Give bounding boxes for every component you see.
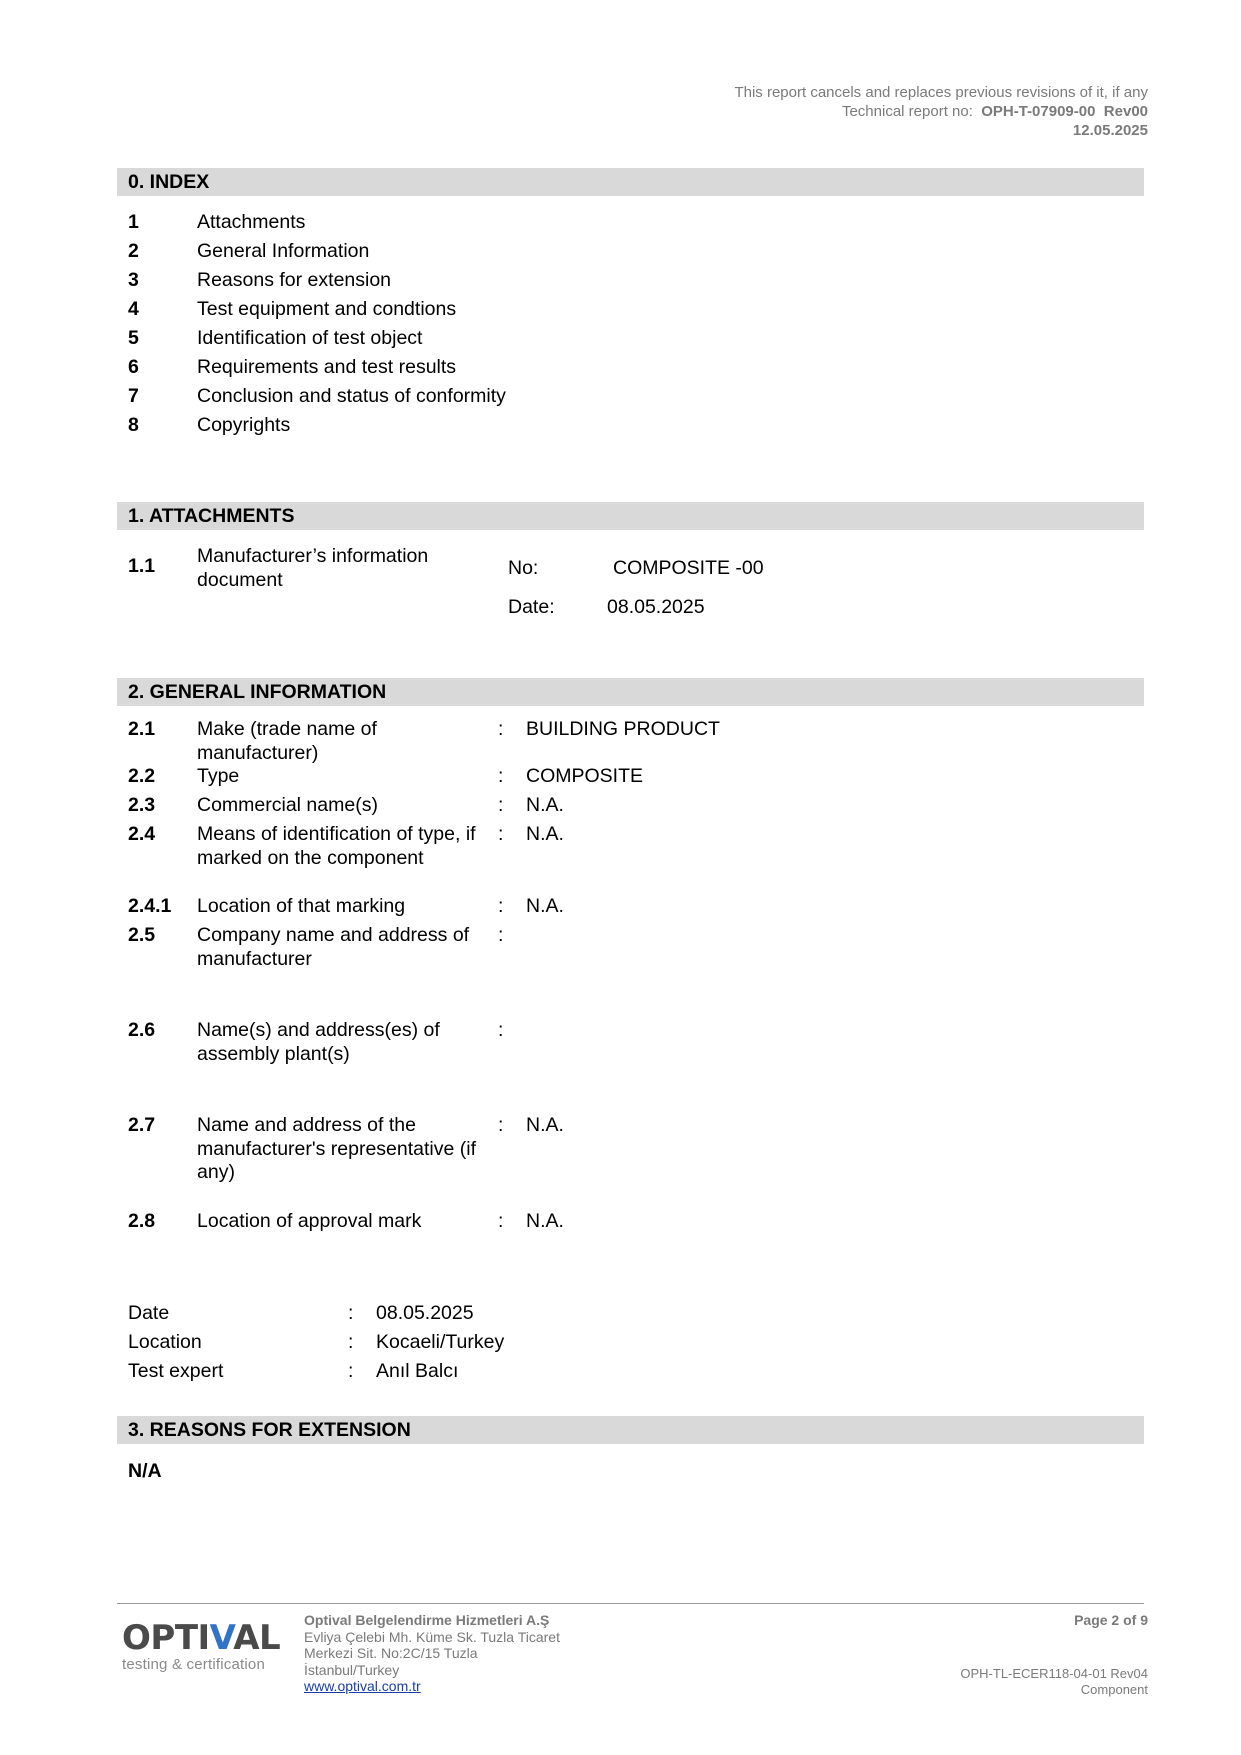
- signature-value: Kocaeli/Turkey: [376, 1331, 505, 1353]
- general-info-label: Location of that marking: [197, 895, 406, 917]
- general-info-colon: :: [498, 765, 504, 787]
- general-info-colon: :: [498, 924, 504, 946]
- signature-label: Date: [128, 1302, 170, 1324]
- index-item-number: 4: [128, 298, 139, 320]
- index-item-label: Requirements and test results: [197, 356, 457, 378]
- signature-colon: :: [348, 1331, 354, 1353]
- general-info-label: Company name and address of manufacturer: [197, 924, 470, 970]
- index-item-label: Test equipment and condtions: [197, 298, 457, 320]
- general-info-colon: :: [498, 1019, 504, 1041]
- index-item-number: 1: [128, 211, 139, 233]
- general-info-number: 2.6: [128, 1019, 156, 1041]
- footer-divider: [117, 1603, 1144, 1604]
- index-item-label: Conclusion and status of conformity: [197, 385, 506, 407]
- logo-tagline: testing & certification: [122, 1656, 265, 1673]
- signature-label: Test expert: [128, 1360, 224, 1382]
- attachments-section-title: 1. ATTACHMENTS: [117, 502, 1144, 530]
- index-item-number: 8: [128, 414, 139, 436]
- general-info-number: 2.7: [128, 1114, 156, 1136]
- general-info-number: 2.5: [128, 924, 156, 946]
- general-info-number: 2.8: [128, 1210, 156, 1232]
- general-info-label: Name(s) and address(es) of assembly plant(s): [197, 1019, 440, 1065]
- index-item-label: Copyrights: [197, 414, 291, 436]
- reasons-value: N/A: [128, 1460, 162, 1482]
- general-info-colon: :: [498, 823, 504, 845]
- index-item-label: Attachments: [197, 211, 306, 233]
- general-info-label: Name and address of the manufacturer's representative (if any): [197, 1114, 477, 1183]
- logo-wordmark: OPTIVAL: [122, 1618, 281, 1658]
- optival-logo: [122, 1618, 281, 1673]
- footer-doc-type: Component: [1080, 1682, 1148, 1697]
- signature-value: Anıl Balcı: [376, 1360, 459, 1382]
- signature-value: 08.05.2025: [376, 1302, 474, 1324]
- index-item-number: 2: [128, 240, 139, 262]
- signature-colon: :: [348, 1360, 354, 1382]
- attachment-no-value: COMPOSITE -00: [613, 557, 764, 579]
- general-info-value: BUILDING PRODUCT: [526, 718, 720, 740]
- general-info-value: COMPOSITE: [526, 765, 644, 787]
- report-date: 12.05.2025: [1072, 122, 1148, 139]
- report-revision: Rev00: [1103, 103, 1148, 120]
- footer-doc-code: OPH-TL-ECER118-04-01 Rev04: [960, 1666, 1148, 1681]
- footer-address-line: İstanbul/Turkey: [304, 1661, 400, 1678]
- report-number-line: [842, 102, 1148, 121]
- general-info-number: 2.4: [128, 823, 156, 845]
- general-info-value: N.A.: [526, 823, 564, 845]
- footer-address-line: Evliya Çelebi Mh. Küme Sk. Tuzla Ticaret: [304, 1628, 560, 1645]
- signature-colon: :: [348, 1302, 354, 1324]
- general-info-label: Means of identification of type, if marked on the component: [197, 823, 476, 869]
- index-item-number: 7: [128, 385, 139, 407]
- revision-note: This report cancels and replaces previous revisions of it, if any: [734, 84, 1148, 101]
- general-section-title: 2. GENERAL INFORMATION: [117, 678, 1144, 706]
- general-info-value: N.A.: [526, 1114, 564, 1136]
- reasons-section-title: 3. REASONS FOR EXTENSION: [117, 1416, 1144, 1444]
- general-info-colon: :: [498, 1210, 504, 1232]
- attachment-date-value: 08.05.2025: [607, 596, 705, 618]
- general-info-number: 2.2: [128, 765, 156, 787]
- general-info-number: 2.1: [128, 718, 156, 740]
- general-info-label: Type: [197, 765, 240, 787]
- general-info-number: 2.3: [128, 794, 156, 816]
- footer-doc-info: [960, 1666, 1148, 1698]
- attachment-no-label: No:: [508, 557, 539, 579]
- index-item-label: Reasons for extension: [197, 269, 392, 291]
- attachment-label: Manufacturer’s information document: [197, 545, 429, 591]
- index-item-number: 5: [128, 327, 139, 349]
- report-number-label: Technical report no:: [841, 103, 973, 120]
- general-info-label: Location of approval mark: [197, 1210, 422, 1232]
- general-info-colon: :: [498, 718, 504, 740]
- general-info-value: N.A.: [526, 895, 564, 917]
- attachment-date-label: Date:: [508, 596, 555, 618]
- general-info-label: Commercial name(s): [197, 794, 378, 816]
- index-item-number: 6: [128, 356, 139, 378]
- general-info-number: 2.4.1: [128, 895, 172, 917]
- general-info-colon: :: [498, 794, 504, 816]
- footer-address-line: Merkezi Sit. No:2C/15 Tuzla: [304, 1645, 478, 1661]
- attachment-number: 1.1: [128, 555, 156, 577]
- general-info-colon: :: [498, 895, 504, 917]
- general-info-colon: :: [498, 1114, 504, 1136]
- general-info-value: N.A.: [526, 1210, 564, 1232]
- page-number: Page 2 of 9: [1074, 1612, 1148, 1628]
- general-info-label: Make (trade name of manufacturer): [197, 718, 377, 764]
- index-item-label: Identification of test object: [197, 327, 423, 349]
- footer-company-name: Optival Belgelendirme Hizmetleri A.Ş: [304, 1612, 550, 1628]
- index-item-label: General Information: [197, 240, 370, 262]
- footer-website-link[interactable]: www.optival.com.tr: [304, 1678, 421, 1694]
- signature-label: Location: [128, 1331, 202, 1353]
- report-number: OPH-T-07909-00: [981, 103, 1096, 120]
- general-info-value: N.A.: [526, 794, 564, 816]
- footer-company-block: [304, 1612, 560, 1695]
- index-item-number: 3: [128, 269, 139, 291]
- index-section-title: 0. INDEX: [117, 168, 1144, 196]
